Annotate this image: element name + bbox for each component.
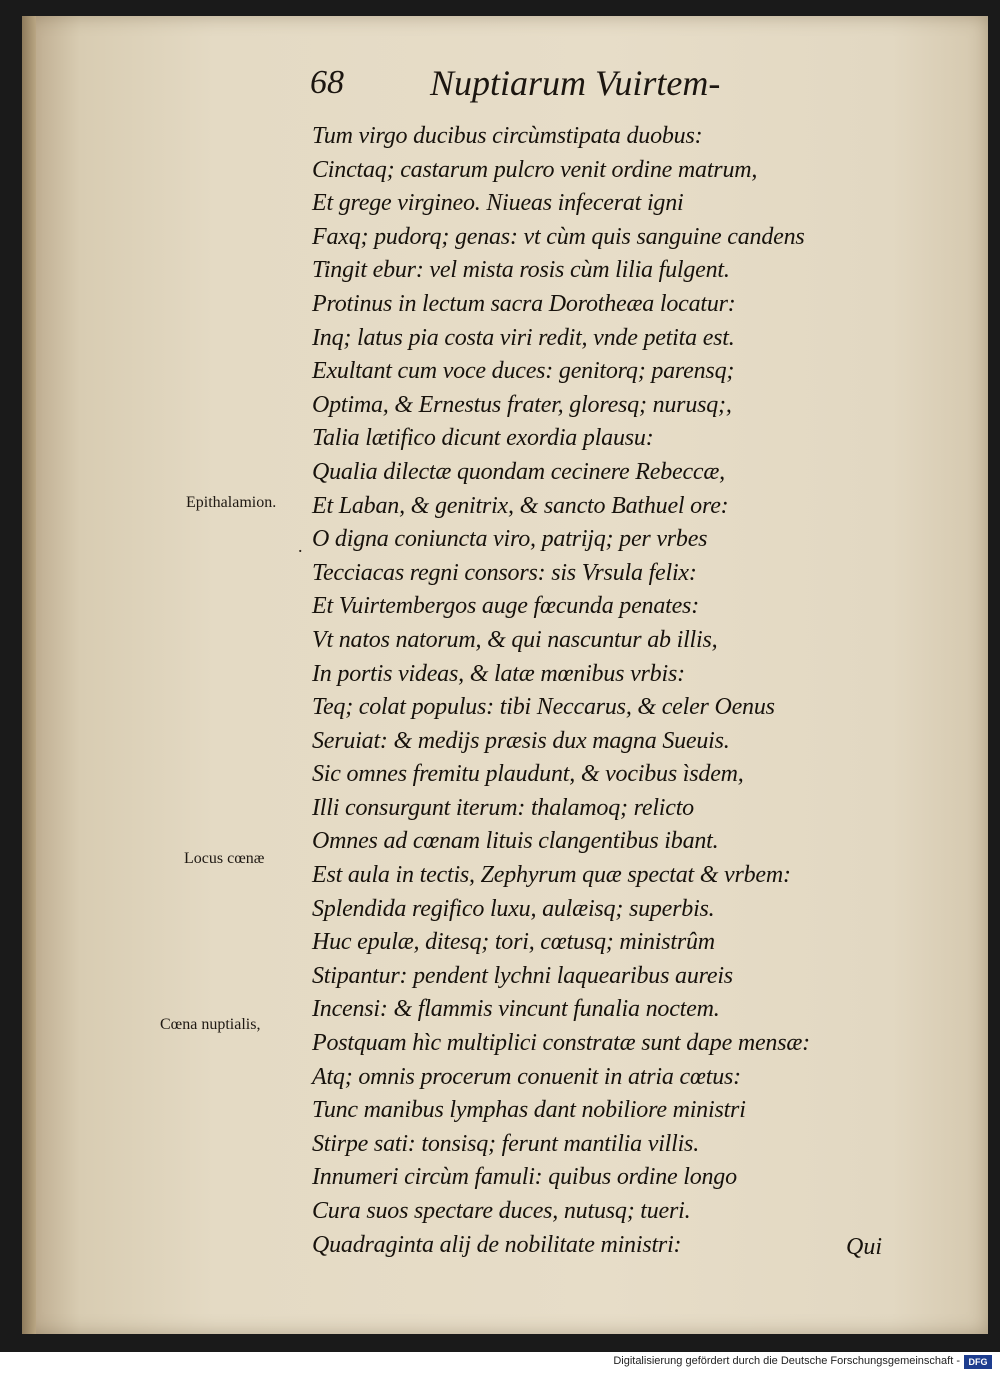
verse-line: Optima, & Ernestus frater, gloresq; nurusq;, bbox=[312, 391, 732, 418]
verse-line: O digna coniuncta viro, patrijq; per vrbes bbox=[312, 526, 708, 553]
verse-line: Postquam hìc multiplici constratæ sunt dape mensæ: bbox=[312, 1030, 810, 1057]
side-mark: . bbox=[298, 536, 303, 556]
verse-line: Et grege virgineo. Niueas infecerat igni bbox=[312, 190, 684, 217]
footer-bar bbox=[0, 1352, 1000, 1373]
verse-line: Atq; omnis procerum conuenit in atria cœtus: bbox=[312, 1063, 741, 1090]
verse-line: Huc epulæ, ditesq; tori, cœtusq; ministrûm bbox=[312, 929, 715, 956]
verse-line: Vt natos natorum, & qui nascuntur ab illis, bbox=[312, 626, 718, 653]
side-note-coena-nuptialis: Cœna nuptialis, bbox=[160, 1016, 261, 1033]
verse-line: Cinctaq; castarum pulcro venit ordine matrum, bbox=[312, 156, 758, 183]
verse-line: Illi consurgunt iterum: thalamoq; relicto bbox=[312, 794, 694, 821]
verse-line: Tunc manibus lymphas dant nobiliore ministri bbox=[312, 1097, 746, 1124]
verse-line: Et Vuirtembergos auge fœcunda penates: bbox=[312, 593, 699, 620]
verse-line: Tecciacas regni consors: sis Vrsula felix: bbox=[312, 559, 697, 586]
verse-line: Tum virgo ducibus circùmstipata duobus: bbox=[312, 123, 703, 149]
dfg-logo: DFG bbox=[964, 1355, 992, 1369]
verse-line: Teq; colat populus: tibi Neccarus, & celer Oenus bbox=[312, 694, 775, 721]
verse-line: Et Laban, & genitrix, & sancto Bathuel ore: bbox=[312, 492, 729, 519]
page-number: 68 bbox=[310, 64, 344, 101]
verse-line: Splendida regifico luxu, aulæisq; superbis. bbox=[312, 895, 715, 922]
verse-line: Incensi: & flammis vincunt funalia noctem. bbox=[312, 996, 720, 1023]
verse-line: Protinus in lectum sacra Dorotheæa locatur: bbox=[312, 290, 736, 317]
verse-line: Talia lætifico dicunt exordia plausu: bbox=[312, 425, 654, 452]
verse-line: Faxq; pudorq; genas: vt cùm quis sanguine candens bbox=[312, 223, 805, 250]
verse-line: Stipantur: pendent lychni laquearibus aureis bbox=[312, 962, 733, 989]
verse-line: Qualia dilectæ quondam cecinere Rebeccæ, bbox=[312, 458, 725, 485]
verse-line: In portis videas, & latæ mœnibus vrbis: bbox=[312, 660, 685, 687]
verse-line: Stirpe sati: tonsisq; ferunt mantilia villis. bbox=[312, 1130, 700, 1157]
verse-line: Exultant cum voce duces: genitorq; parensq; bbox=[312, 358, 735, 385]
running-title: Nuptiarum Vuirtem- bbox=[430, 63, 721, 103]
side-note-locus-coenae: Locus cœnæ bbox=[184, 850, 265, 867]
footer-credit: Digitalisierung gefördert durch die Deutsche Forschungsgemeinschaft - bbox=[613, 1355, 960, 1367]
verse-line: Sic omnes fremitu plaudunt, & vocibus ìsdem, bbox=[312, 761, 744, 788]
catchword: Qui bbox=[846, 1234, 882, 1260]
verse-line: Seruiat: & medijs præsis dux magna Sueuis. bbox=[312, 727, 730, 754]
page-header bbox=[310, 58, 810, 108]
verse-line: Cura suos spectare duces, nutusq; tueri. bbox=[312, 1198, 691, 1224]
verse-line: Omnes ad cœnam lituis clangentibus ibant. bbox=[312, 828, 719, 855]
verse-line: Inq; latus pia costa viri redit, vnde petita est. bbox=[312, 324, 735, 351]
verse-line: Tingit ebur: vel mista rosis cùm lilia fulgent. bbox=[312, 257, 730, 284]
verse-line: Quadraginta alij de nobilitate ministri: bbox=[312, 1231, 682, 1258]
verse-line: Est aula in tectis, Zephyrum quæ spectat & vrbem: bbox=[312, 862, 791, 889]
verse-text bbox=[312, 120, 872, 1262]
page-edge bbox=[22, 16, 36, 1334]
side-note-epithalamion: Epithalamion. bbox=[186, 494, 277, 511]
verse-line: Innumeri circùm famuli: quibus ordine longo bbox=[312, 1164, 737, 1191]
